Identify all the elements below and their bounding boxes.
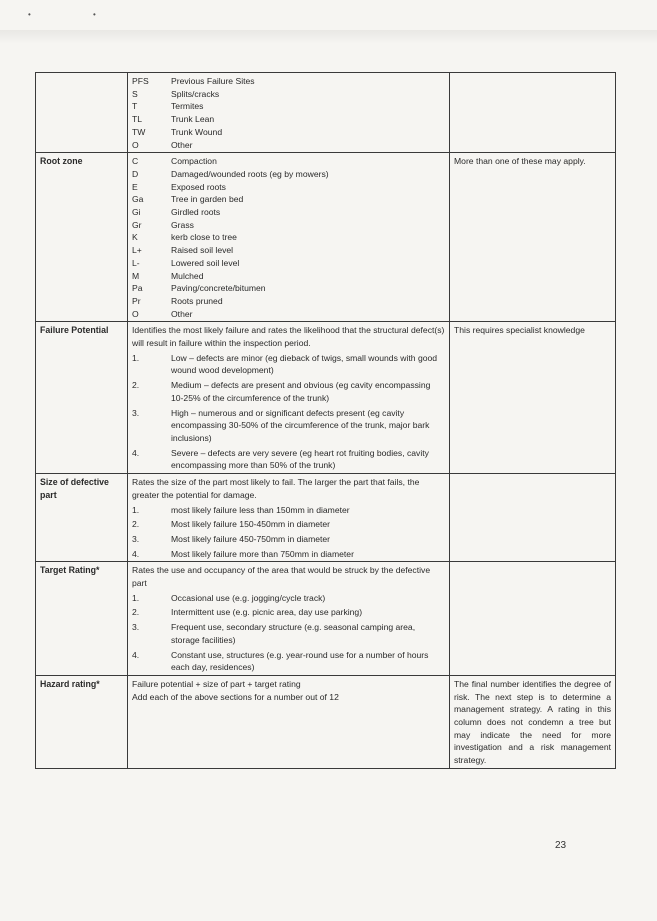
- rating-text: Frequent use, secondary structure (e.g. seasonal camping area, storage facilities): [171, 622, 416, 645]
- row-failure-potential: [36, 322, 616, 474]
- code-description: Grass: [171, 219, 194, 230]
- target-rating-note: [450, 562, 616, 676]
- rating-text: most likely failure less than 150mm in diameter: [171, 504, 350, 515]
- rating-item: [132, 621, 445, 646]
- code-description: Exposed roots: [171, 181, 226, 192]
- rating-number: 3.: [132, 622, 140, 633]
- size-part-intro: Rates the size of the part most likely to fail. The larger the part that fails, the greater the potential for damage.: [132, 477, 420, 500]
- code-row: [132, 100, 445, 113]
- row-trunk-codes: [36, 73, 616, 153]
- rating-text: High – numerous and or significant defects present (eg cavity encompassing 30-50% of the circumference of the trunk, major bark inclusions): [171, 407, 430, 443]
- trunk-label-cell: [36, 73, 128, 153]
- code-description: Lowered soil level: [171, 257, 240, 268]
- code-row: [132, 139, 445, 152]
- code-abbrev: K: [132, 232, 138, 243]
- hazard-rating-cell: [128, 675, 450, 768]
- rating-number: 4.: [132, 649, 140, 660]
- rating-item: [132, 548, 445, 561]
- root-code-list: [132, 155, 445, 320]
- hazard-rating-note: The final number identifies the degree of risk. The next step is to determine a management strategy. A rating in this column does not condemn a tree but may indicate the need for more investigation and a risk management strategy.: [450, 675, 616, 768]
- code-row: [132, 257, 445, 270]
- hazard-rating-line2: Add each of the above sections for a number out of 12: [132, 691, 339, 702]
- code-row: [132, 126, 445, 139]
- code-description: Raised soil level: [171, 245, 234, 256]
- rating-item: [132, 518, 445, 531]
- code-description: Tree in garden bed: [171, 194, 244, 205]
- code-abbrev: Ga: [132, 194, 144, 205]
- rating-number: 1.: [132, 504, 140, 515]
- code-row: [132, 193, 445, 206]
- rating-number: 4.: [132, 447, 140, 458]
- rating-item: [132, 606, 445, 619]
- row-root-zone: [36, 153, 616, 322]
- code-row: [132, 168, 445, 181]
- code-row: [132, 308, 445, 321]
- code-abbrev: T: [132, 101, 138, 112]
- failure-potential-label: Failure Potential: [36, 322, 128, 474]
- rating-item: [132, 649, 445, 674]
- rating-number: 3.: [132, 407, 140, 418]
- hazard-rating-label: Hazard rating*: [36, 675, 128, 768]
- target-rating-list: [132, 592, 445, 674]
- hazard-assessment-table: [35, 72, 616, 769]
- code-description: Other: [171, 139, 193, 150]
- size-part-cell: [128, 474, 450, 562]
- rating-number: 2.: [132, 380, 140, 391]
- code-abbrev: C: [132, 156, 139, 167]
- rating-text: Occasional use (e.g. jogging/cycle track): [171, 592, 326, 603]
- rating-text: Low – defects are minor (eg dieback of twigs, small wounds with good wound wood development): [171, 352, 438, 376]
- failure-potential-cell: [128, 322, 450, 474]
- code-abbrev: TL: [132, 114, 143, 125]
- root-zone-codes-cell: [128, 153, 450, 322]
- code-row: [132, 75, 445, 88]
- code-abbrev: O: [132, 308, 139, 319]
- rating-item: [132, 352, 445, 377]
- trunk-codes-cell: [128, 73, 450, 153]
- scan-band: [0, 30, 657, 44]
- rating-number: 1.: [132, 592, 140, 603]
- code-row: [132, 270, 445, 283]
- target-rating-intro: Rates the use and occupancy of the area that would be struck by the defective part: [132, 565, 431, 589]
- code-abbrev: O: [132, 139, 139, 150]
- code-description: Paving/concrete/bitumen: [171, 283, 266, 294]
- hazard-rating-line1: Failure potential + size of part + target rating: [132, 678, 301, 689]
- code-abbrev: PFS: [132, 76, 149, 86]
- row-hazard-rating: [36, 675, 616, 768]
- failure-potential-intro: Identifies the most likely failure and rates the likelihood that the structural defect(s) will result in failure within the inspection period.: [132, 325, 445, 349]
- root-zone-label: Root zone: [36, 153, 128, 322]
- rating-number: 2.: [132, 519, 140, 530]
- code-abbrev: L+: [132, 245, 142, 256]
- code-abbrev: Gi: [132, 207, 141, 218]
- code-description: Previous Failure Sites: [171, 76, 255, 86]
- code-abbrev: Gr: [132, 219, 142, 230]
- code-row: [132, 282, 445, 295]
- target-rating-cell: [128, 562, 450, 676]
- code-row: [132, 155, 445, 168]
- code-row: [132, 244, 445, 257]
- rating-number: 1.: [132, 352, 140, 363]
- rating-number: 4.: [132, 548, 140, 559]
- code-description: Trunk Wound: [171, 126, 223, 137]
- rating-number: 2.: [132, 607, 140, 618]
- code-description: Compaction: [171, 156, 217, 167]
- rating-text: Most likely failure 150-450mm in diameter: [171, 519, 331, 530]
- rating-item: [132, 379, 445, 404]
- code-row: [132, 231, 445, 244]
- code-abbrev: L-: [132, 257, 140, 268]
- size-part-list: [132, 504, 445, 561]
- rating-item: [132, 592, 445, 605]
- rating-item: [132, 533, 445, 546]
- failure-potential-list: [132, 352, 445, 472]
- rating-item: [132, 504, 445, 517]
- rating-number: 3.: [132, 533, 140, 544]
- scan-marks: • •: [28, 10, 126, 19]
- code-abbrev: S: [132, 88, 138, 99]
- size-part-note: [450, 474, 616, 562]
- failure-potential-note: This requires specialist knowledge: [450, 322, 616, 474]
- code-abbrev: D: [132, 168, 139, 179]
- code-abbrev: TW: [132, 126, 146, 137]
- code-description: kerb close to tree: [171, 232, 237, 243]
- code-description: Trunk Lean: [171, 114, 215, 125]
- trunk-code-list: [132, 75, 445, 151]
- rating-text: Most likely failure more than 750mm in diameter: [171, 548, 354, 559]
- code-abbrev: M: [132, 270, 140, 281]
- code-description: Roots pruned: [171, 295, 223, 306]
- rating-item: [132, 447, 445, 472]
- code-row: [132, 113, 445, 126]
- trunk-note-cell: [450, 73, 616, 153]
- code-description: Termites: [171, 101, 204, 112]
- code-row: [132, 295, 445, 308]
- root-zone-note: More than one of these may apply.: [450, 153, 616, 322]
- rating-text: Constant use, structures (e.g. year-round use for a number of hours each day, residences): [171, 649, 429, 673]
- code-row: [132, 181, 445, 194]
- row-target-rating: [36, 562, 616, 676]
- code-row: [132, 206, 445, 219]
- code-description: Splits/cracks: [171, 88, 220, 99]
- code-abbrev: Pr: [132, 295, 141, 306]
- code-abbrev: E: [132, 181, 138, 192]
- code-abbrev: Pa: [132, 283, 143, 294]
- rating-text: Severe – defects are very severe (eg heart rot fruiting bodies, cavity encompassing more than 50% of the trunk): [171, 447, 429, 471]
- target-rating-label: Target Rating*: [36, 562, 128, 676]
- rating-item: [132, 407, 445, 445]
- code-description: Girdled roots: [171, 207, 221, 218]
- size-part-label: Size of defective part: [36, 474, 128, 562]
- code-description: Damaged/wounded roots (eg by mowers): [171, 168, 329, 179]
- page-number: 23: [555, 840, 567, 851]
- code-description: Other: [171, 308, 193, 319]
- rating-text: Medium – defects are present and obvious (eg cavity encompassing 10-25% of the circumference of the trunk): [171, 380, 431, 403]
- code-row: [132, 219, 445, 232]
- code-description: Mulched: [171, 270, 204, 281]
- code-row: [132, 88, 445, 101]
- row-size-part: [36, 474, 616, 562]
- rating-text: Most likely failure 450-750mm in diameter: [171, 533, 331, 544]
- rating-text: Intermittent use (e.g. picnic area, day use parking): [171, 607, 363, 618]
